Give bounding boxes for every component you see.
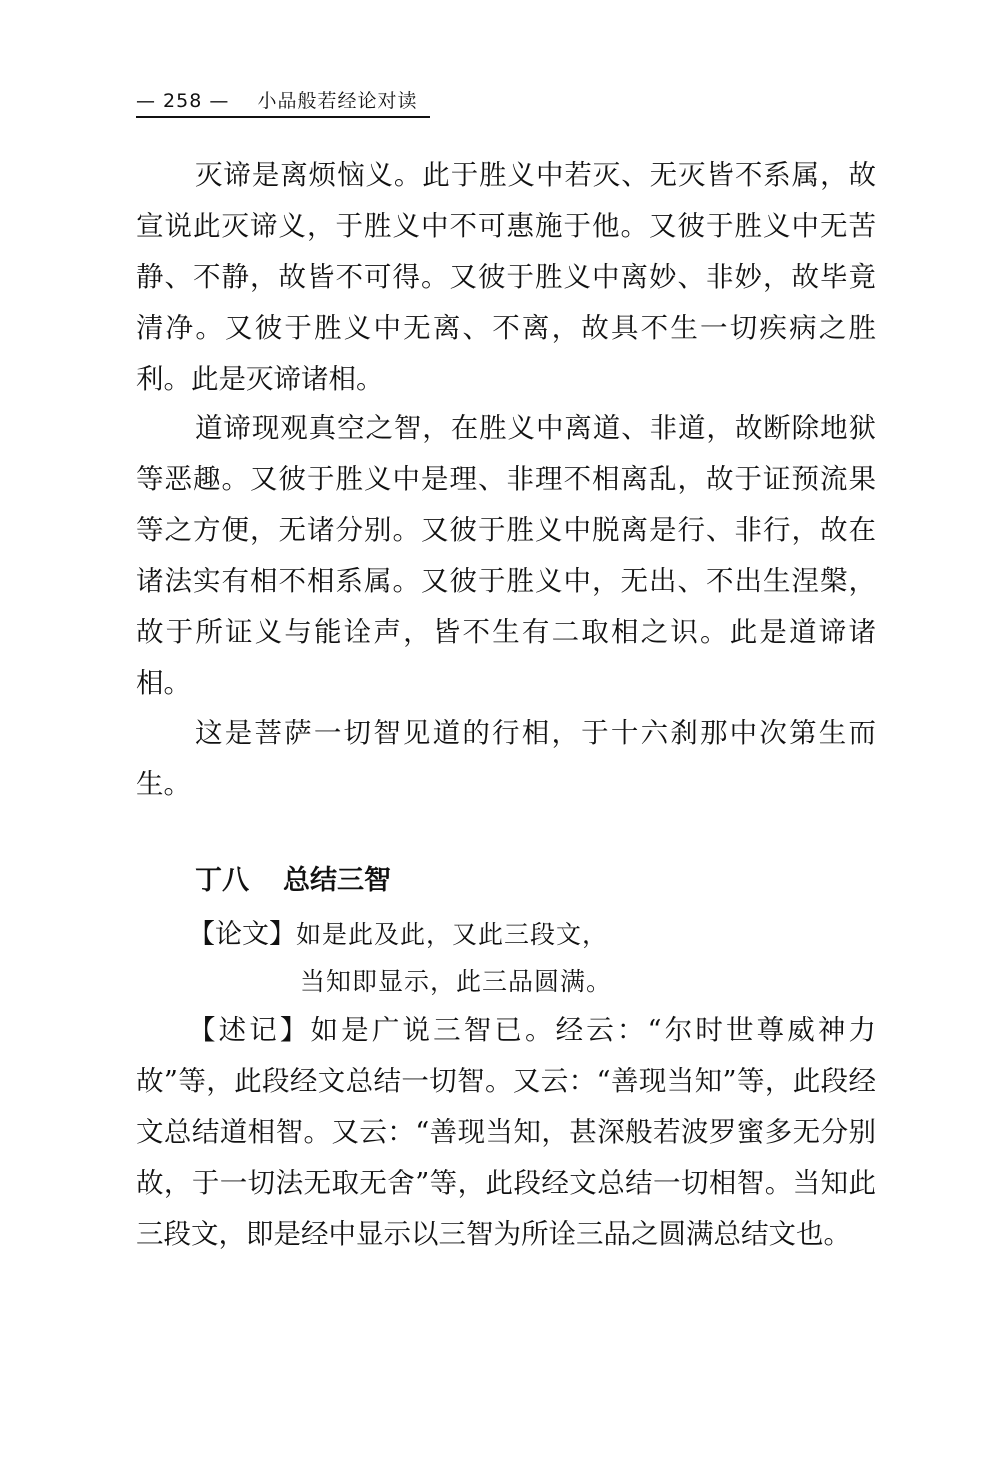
commentary-text: 如是广说三智已。经云：“尔时世尊威神力故”等，此段经文总结一切智。又云：“善现当知”等，此段经文总结道相智。又云：“善现当知，甚深般若波罗蜜多无分别故，于一切法无取无舍”等，此段经文总结一切相智。当知此三段文，即是经中显示以三智为所诠三品之圆满总结文也。 [136,1014,877,1250]
commentary-paragraph [136,1005,876,1260]
section-heading [195,858,391,897]
commentary-label: 【述记】 [188,1014,311,1046]
treatise-line-2: 当知即显示，此三品圆满。 [300,967,613,996]
paragraph-cessation-truth: 灭谛是离烦恼义。此于胜义中若灭、无灭皆不系属，故宣说此灭谛义，于胜义中不可惠施于他。又彼于胜义中无苦静、不静，故皆不可得。又彼于胜义中离妙、非妙，故毕竟清净。又彼于胜义中无离、不离，故具不生一切疾病之胜利。此是灭谛诸相。 [136,159,876,395]
treatise-line-1: 如是此及此，又此三段文， [296,920,609,949]
section-number: 丁八 [195,865,249,896]
book-title: 小品般若经论对读 [257,90,418,112]
treatise-label: 【论文】 [188,919,296,950]
section-title: 总结三智 [283,865,391,896]
running-header [136,86,418,113]
paragraph-summary: 这是菩萨一切智见道的行相，于十六刹那中次第生而生。 [136,717,876,800]
treatise-verse-line-2 [300,962,612,998]
paragraph-path-truth: 道谛现观真空之智，在胜义中离道、非道，故断除地狱等恶趣。又彼于胜义中是理、非理不相离乱，故于证预流果等之方便，无诸分别。又彼于胜义中脱离是行、非行，故在诸法实有相不相系属。又彼于胜义中，无出、不出生涅槃，故于所证义与能诠声，皆不生有二取相之识。此是道谛诸相。 [136,412,876,699]
header-rule [136,116,430,118]
page-number: — 258 — [136,90,230,112]
treatise-verse-line-1 [188,912,608,951]
